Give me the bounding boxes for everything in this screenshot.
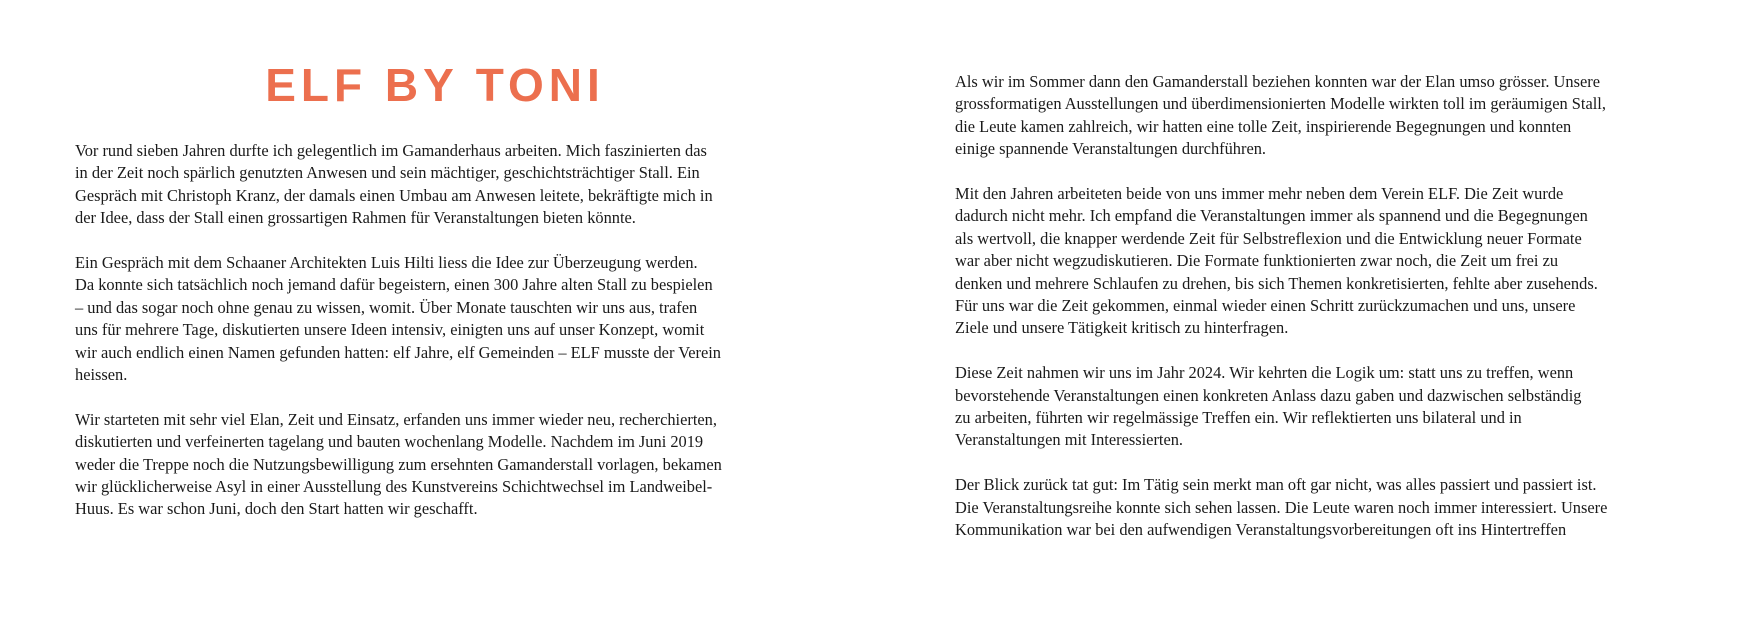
text-line: Mit den Jahren arbeiteten beide von uns immer mehr neben dem Verein ELF. Die Zeit wurde (955, 184, 1564, 204)
text-line: Gespräch mit Christoph Kranz, der damals einen Umbau am Anwesen leitete, bekräftigte mich in (75, 185, 713, 205)
paragraph (955, 474, 1695, 541)
text-line: bevorstehende Veranstaltungen einen konkreten Anlass dazu gaben und dazwischen selbständig (955, 385, 1582, 405)
text-line: Für uns war die Zeit gekommen, einmal wieder einen Schritt zurückzumachen und uns, unsere (955, 296, 1576, 316)
text-line: einige spannende Veranstaltungen durchführen. (955, 139, 1267, 159)
text-line: Ziele und unsere Tätigkeit kritisch zu hinterfragen. (955, 318, 1289, 338)
text-line: Veranstaltungen mit Interessierten. (955, 430, 1184, 450)
text-line: Als wir im Sommer dann den Gamanderstall beziehen konnten war der Elan umso grösser. Unsere (955, 72, 1600, 91)
text-line: als wertvoll, die knapper werdende Zeit für Selbstreflexion und die Entwicklung neuer Formate (955, 228, 1582, 248)
text-line: Vor rund sieben Jahren durfte ich gelegentlich im Gamanderhaus arbeiten. Mich faszinierten das (75, 141, 707, 160)
text-line: Diese Zeit nahmen wir uns im Jahr 2024. Wir kehrten die Logik um: statt uns zu treffen, wenn (955, 363, 1574, 383)
page-title: ELF BY TONI (265, 59, 605, 111)
paragraph (955, 183, 1695, 340)
text-line: Ein Gespräch mit dem Schaaner Architekten Luis Hilti liess die Idee zur Überzeugung werden. (75, 253, 698, 273)
left-text-column (75, 140, 815, 543)
paragraph (955, 362, 1695, 452)
paragraph (955, 71, 1695, 161)
text-line: weder die Treppe noch die Nutzungsbewilligung zum ersehnten Gamanderstall vorlagen, bekamen (75, 454, 722, 474)
paragraph (75, 252, 815, 386)
text-line: dadurch nicht mehr. Ich empfand die Veranstaltungen immer als spannend und die Begegnungen (955, 206, 1588, 226)
text-line: wir glücklicherweise Asyl in einer Ausstellung des Kunstvereins Schichtwechsel im Landweibel- (75, 477, 713, 497)
text-line: Kommunikation war bei den aufwendigen Veranstaltungsvorbereitungen oft ins Hintertreffen (955, 520, 1567, 540)
text-line: grossformatigen Ausstellungen und überdimensionierten Modelle wirkten toll im geräumigen Stall, (955, 94, 1606, 114)
text-line: Wir starteten mit sehr viel Elan, Zeit und Einsatz, erfanden uns immer wieder neu, recherchierten, (75, 409, 717, 429)
text-line: diskutierten und verfeinerten tagelang und bauten wochenlang Modelle. Nachdem im Juni 2019 (75, 432, 704, 452)
text-line: zu arbeiten, führten wir regelmässige Treffen ein. Wir reflektierten uns bilateral und in (955, 408, 1522, 428)
paragraph (75, 140, 815, 230)
text-line: heissen. (75, 365, 128, 385)
text-line: Der Blick zurück tat gut: Im Tätig sein merkt man oft gar nicht, was alles passiert und passiert ist. (955, 475, 1597, 495)
text-line: – und das sogar noch ohne genau zu wissen, womit. Über Monate tauschten wir uns aus, trafen (75, 297, 698, 317)
text-line: war aber nicht wegzudiskutieren. Die Formate funktionierten zwar noch, die Zeit um frei zu (955, 251, 1559, 271)
text-line: uns für mehrere Tage, diskutierten unsere Ideen intensiv, einigten uns auf unser Konzept, womit (75, 320, 705, 340)
paragraph (75, 409, 815, 521)
text-line: Huus. Es war schon Juni, doch den Start hatten wir geschafft. (75, 499, 478, 519)
text-line: denken und mehrere Schlaufen zu drehen, bis sich Themen konkretisierten, fehlte aber zusehends. (955, 273, 1598, 293)
right-text-column (955, 71, 1695, 564)
text-line: der Idee, dass der Stall einen grossartigen Rahmen für Veranstaltungen bieten könnte. (75, 208, 636, 228)
text-line: die Leute kamen zahlreich, wir hatten eine tolle Zeit, inspirierende Begegnungen und konnten (955, 116, 1572, 136)
text-line: in der Zeit noch spärlich genutzten Anwesen und sein mächtiger, geschichtsträchtiger Stall. Ein (75, 163, 700, 183)
text-line: Da konnte sich tatsächlich noch jemand dafür begeistern, einen 300 Jahre alten Stall zu bespielen (75, 275, 713, 295)
text-line: wir auch endlich einen Namen gefunden hatten: elf Jahre, elf Gemeinden – ELF musste der Verein (75, 342, 721, 362)
text-line: Die Veranstaltungsreihe konnte sich sehen lassen. Die Leute waren noch immer interessiert. Unsere (955, 497, 1608, 517)
